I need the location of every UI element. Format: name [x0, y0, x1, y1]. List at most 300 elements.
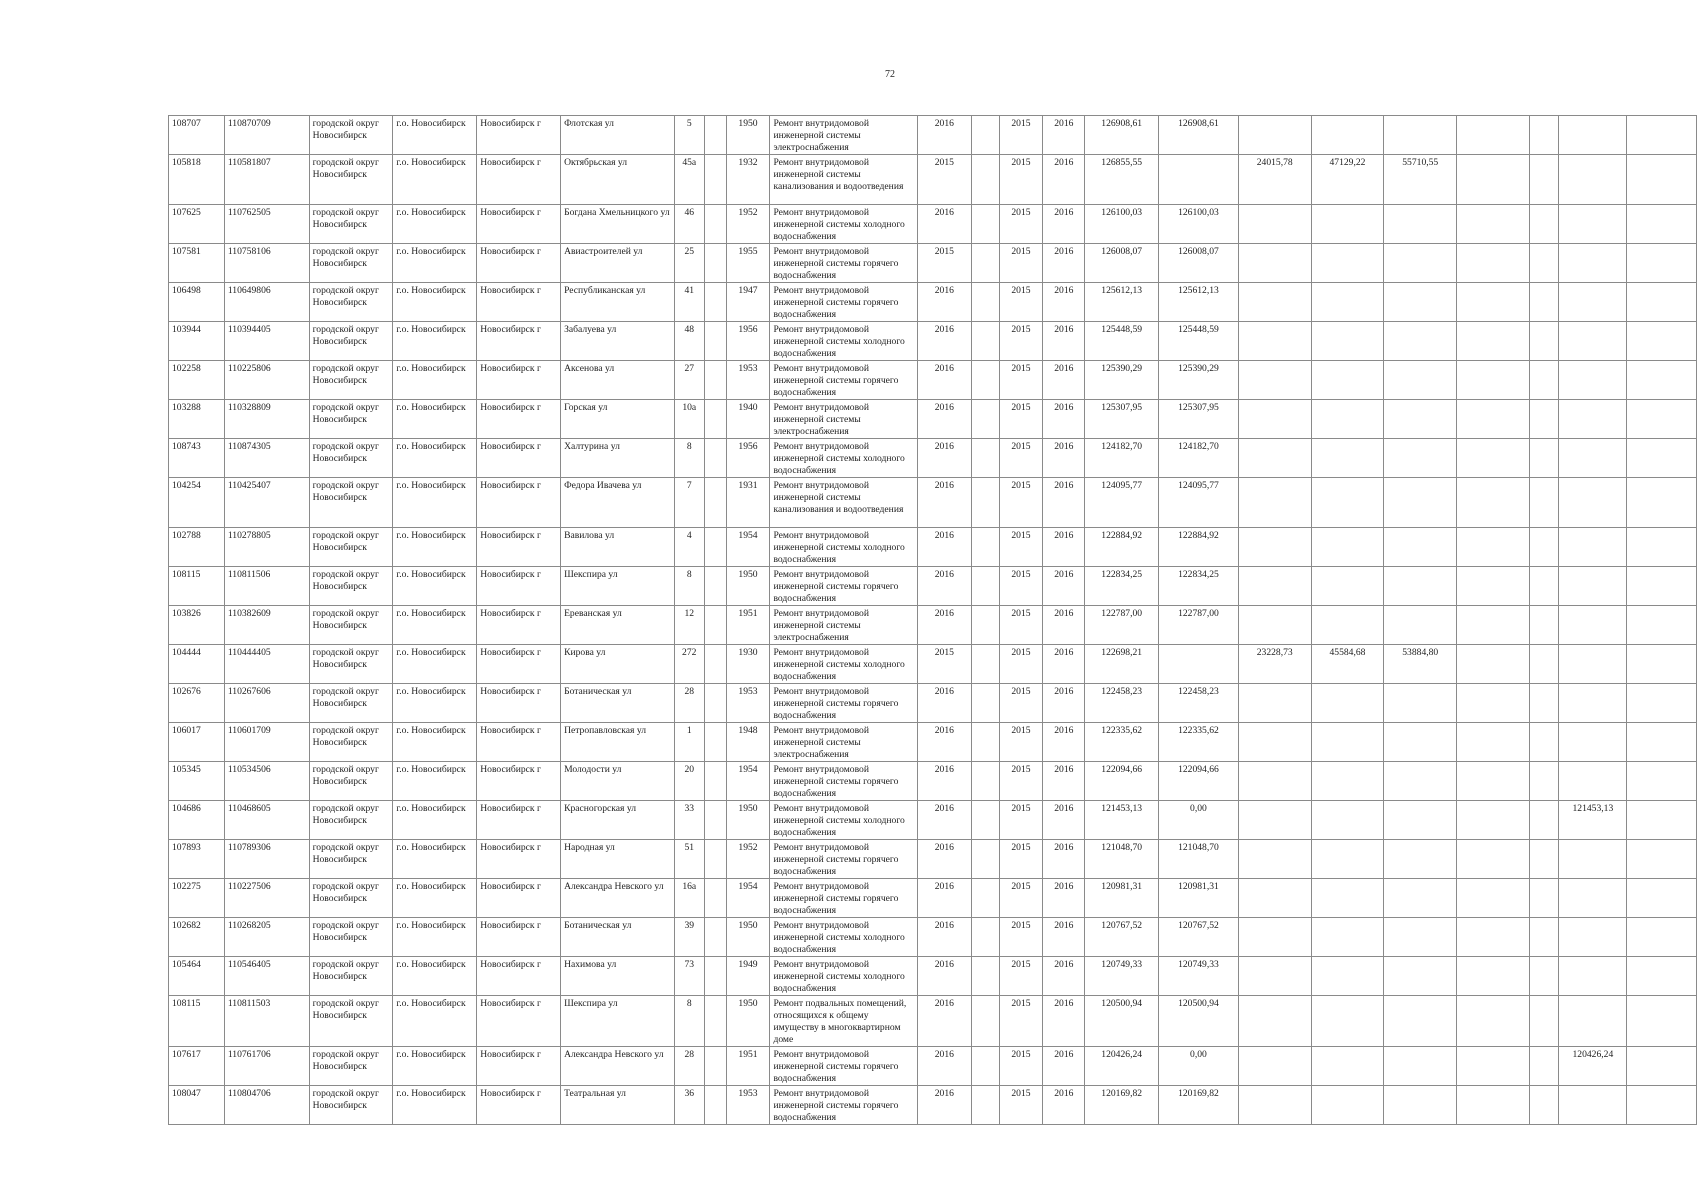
row-blank: [971, 762, 999, 801]
row-period-from: 2015: [999, 205, 1043, 244]
row-total-cost: 122094,66: [1085, 762, 1159, 801]
row-amount-a: [1238, 957, 1311, 996]
row-district: городской округ Новосибирск: [309, 762, 393, 801]
row-id: 103288: [169, 400, 225, 439]
row-amount-c: [1384, 1086, 1457, 1125]
row-period-to: 2016: [1043, 244, 1085, 283]
row-amount-d: [1457, 361, 1530, 400]
row-amount-e: [1559, 400, 1627, 439]
row-fund: 126100,03: [1159, 205, 1239, 244]
row-settlement: Новосибирск г: [477, 762, 561, 801]
row-period-to: 2016: [1043, 645, 1085, 684]
row-period-from: 2015: [999, 1086, 1043, 1125]
row-settlement: Новосибирск г: [477, 439, 561, 478]
row-amount-f: [1627, 645, 1697, 684]
row-house: 27: [674, 361, 704, 400]
row-work-year: 2016: [917, 723, 971, 762]
row-amount-f: [1627, 957, 1697, 996]
row-blank: [971, 840, 999, 879]
row-work-year: 2016: [917, 283, 971, 322]
row-amount-b: [1311, 957, 1384, 996]
row-district: городской округ Новосибирск: [309, 879, 393, 918]
row-amount-f: [1627, 439, 1697, 478]
row-district: городской округ Новосибирск: [309, 361, 393, 400]
row-blank: [971, 400, 999, 439]
row-amount-e: [1559, 918, 1627, 957]
row-period-to: 2016: [1043, 1086, 1085, 1125]
table-row: [169, 762, 1697, 801]
row-period-from: 2015: [999, 606, 1043, 645]
row-district: городской округ Новосибирск: [309, 244, 393, 283]
row-period-from: 2015: [999, 1047, 1043, 1086]
row-work-year: 2016: [917, 1047, 971, 1086]
row-work: Ремонт внутридомовой инженерной системы холодного водоснабжения: [770, 205, 918, 244]
row-house: 28: [674, 1047, 704, 1086]
row-amount-d: [1457, 116, 1530, 155]
table-row: [169, 684, 1697, 723]
row-period-to: 2016: [1043, 957, 1085, 996]
row-blank: [704, 918, 726, 957]
row-work-year: 2016: [917, 957, 971, 996]
row-settlement: Новосибирск г: [477, 723, 561, 762]
row-amount-f: [1627, 155, 1697, 205]
row-street: Народная ул: [561, 840, 675, 879]
row-street: Молодости ул: [561, 762, 675, 801]
row-period-to: 2016: [1043, 478, 1085, 528]
table-row: [169, 478, 1697, 528]
row-municipality: г.о. Новосибирск: [393, 361, 477, 400]
row-district: городской округ Новосибирск: [309, 606, 393, 645]
row-amount-b: [1311, 567, 1384, 606]
row-period-to: 2016: [1043, 205, 1085, 244]
row-blank: [704, 283, 726, 322]
row-amount-b: [1311, 762, 1384, 801]
row-amount-a: 23228,73: [1238, 645, 1311, 684]
row-period-from: 2015: [999, 528, 1043, 567]
row-id: 104254: [169, 478, 225, 528]
row-blank: [1529, 723, 1559, 762]
row-id: 106498: [169, 283, 225, 322]
row-house: 10а: [674, 400, 704, 439]
row-work-year: 2016: [917, 478, 971, 528]
row-amount-f: [1627, 400, 1697, 439]
row-blank: [1529, 801, 1559, 840]
row-district: городской округ Новосибирск: [309, 116, 393, 155]
row-fund: 120767,52: [1159, 918, 1239, 957]
row-period-to: 2016: [1043, 439, 1085, 478]
row-fund: 125612,13: [1159, 283, 1239, 322]
row-amount-c: [1384, 322, 1457, 361]
row-id: 105464: [169, 957, 225, 996]
row-settlement: Новосибирск г: [477, 1086, 561, 1125]
row-work-year: 2016: [917, 762, 971, 801]
row-district: городской округ Новосибирск: [309, 283, 393, 322]
row-amount-a: [1238, 723, 1311, 762]
table-row: [169, 283, 1697, 322]
row-settlement: Новосибирск г: [477, 996, 561, 1047]
row-blank: [1529, 155, 1559, 205]
row-work: Ремонт внутридомовой инженерной системы горячего водоснабжения: [770, 567, 918, 606]
row-blank: [1529, 1086, 1559, 1125]
row-settlement: Новосибирск г: [477, 283, 561, 322]
row-amount-b: 45584,68: [1311, 645, 1384, 684]
row-amount-b: [1311, 244, 1384, 283]
row-work-year: 2016: [917, 801, 971, 840]
row-period-from: 2015: [999, 918, 1043, 957]
row-blank: [704, 1086, 726, 1125]
row-amount-c: [1384, 762, 1457, 801]
row-blank: [1529, 645, 1559, 684]
row-settlement: Новосибирск г: [477, 645, 561, 684]
row-fund: 125307,95: [1159, 400, 1239, 439]
row-period-to: 2016: [1043, 155, 1085, 205]
row-amount-d: [1457, 840, 1530, 879]
row-amount-f: [1627, 723, 1697, 762]
row-amount-f: [1627, 322, 1697, 361]
row-work: Ремонт подвальных помещений, относящихся к общему имуществу в многоквартирном доме: [770, 996, 918, 1047]
row-year-built: 1954: [726, 762, 770, 801]
row-id: 108707: [169, 116, 225, 155]
row-id: 103826: [169, 606, 225, 645]
row-work-year: 2015: [917, 155, 971, 205]
row-amount-d: [1457, 879, 1530, 918]
row-blank: [971, 283, 999, 322]
row-amount-f: [1627, 1047, 1697, 1086]
row-period-to: 2016: [1043, 879, 1085, 918]
row-municipality: г.о. Новосибирск: [393, 116, 477, 155]
row-amount-d: [1457, 528, 1530, 567]
row-fund: 120981,31: [1159, 879, 1239, 918]
row-house: 8: [674, 996, 704, 1047]
row-settlement: Новосибирск г: [477, 116, 561, 155]
row-year-built: 1955: [726, 244, 770, 283]
row-blank: [971, 478, 999, 528]
table-row: [169, 1086, 1697, 1125]
row-blank: [971, 1047, 999, 1086]
row-amount-d: [1457, 957, 1530, 996]
row-district: городской округ Новосибирск: [309, 205, 393, 244]
row-amount-f: [1627, 567, 1697, 606]
row-street: Нахимова ул: [561, 957, 675, 996]
row-street: Горская ул: [561, 400, 675, 439]
row-amount-d: [1457, 283, 1530, 322]
table-row: [169, 322, 1697, 361]
table-row: [169, 801, 1697, 840]
row-amount-d: [1457, 155, 1530, 205]
row-amount-c: [1384, 528, 1457, 567]
row-settlement: Новосибирск г: [477, 322, 561, 361]
row-fund: 0,00: [1159, 801, 1239, 840]
row-period-from: 2015: [999, 478, 1043, 528]
row-id: 102676: [169, 684, 225, 723]
row-municipality: г.о. Новосибирск: [393, 840, 477, 879]
row-blank: [704, 439, 726, 478]
row-blank: [971, 322, 999, 361]
row-code: 110394405: [224, 322, 309, 361]
row-amount-a: [1238, 684, 1311, 723]
row-period-to: 2016: [1043, 684, 1085, 723]
row-year-built: 1950: [726, 116, 770, 155]
row-amount-e: [1559, 361, 1627, 400]
row-settlement: Новосибирск г: [477, 155, 561, 205]
row-work: Ремонт внутридомовой инженерной системы горячего водоснабжения: [770, 879, 918, 918]
row-id: 105818: [169, 155, 225, 205]
row-amount-a: [1238, 244, 1311, 283]
row-code: 110762505: [224, 205, 309, 244]
row-municipality: г.о. Новосибирск: [393, 439, 477, 478]
table-row: [169, 116, 1697, 155]
row-street: Красногорская ул: [561, 801, 675, 840]
row-period-to: 2016: [1043, 606, 1085, 645]
row-amount-a: [1238, 361, 1311, 400]
row-year-built: 1956: [726, 439, 770, 478]
row-amount-c: [1384, 996, 1457, 1047]
table-row: [169, 1047, 1697, 1086]
row-blank: [1529, 439, 1559, 478]
row-blank: [704, 645, 726, 684]
row-amount-f: [1627, 478, 1697, 528]
row-id: 106017: [169, 723, 225, 762]
row-amount-e: 120426,24: [1559, 1047, 1627, 1086]
row-work-year: 2016: [917, 840, 971, 879]
row-code: 110581807: [224, 155, 309, 205]
row-municipality: г.о. Новосибирск: [393, 645, 477, 684]
row-work: Ремонт внутридомовой инженерной системы горячего водоснабжения: [770, 840, 918, 879]
row-period-from: 2015: [999, 762, 1043, 801]
row-street: Республиканская ул: [561, 283, 675, 322]
row-street: Федора Ивачева ул: [561, 478, 675, 528]
row-blank: [971, 439, 999, 478]
table-row: [169, 723, 1697, 762]
row-house: 41: [674, 283, 704, 322]
row-amount-e: [1559, 439, 1627, 478]
row-district: городской округ Новосибирск: [309, 723, 393, 762]
row-total-cost: 121048,70: [1085, 840, 1159, 879]
row-district: городской округ Новосибирск: [309, 439, 393, 478]
row-period-from: 2015: [999, 361, 1043, 400]
row-blank: [1529, 957, 1559, 996]
row-district: городской округ Новосибирск: [309, 567, 393, 606]
row-period-from: 2015: [999, 723, 1043, 762]
row-period-from: 2015: [999, 801, 1043, 840]
row-amount-a: 24015,78: [1238, 155, 1311, 205]
row-amount-c: [1384, 606, 1457, 645]
row-period-from: 2015: [999, 116, 1043, 155]
row-total-cost: 124095,77: [1085, 478, 1159, 528]
row-house: 12: [674, 606, 704, 645]
row-amount-f: [1627, 879, 1697, 918]
row-street: Авиастроителей ул: [561, 244, 675, 283]
row-blank: [1529, 205, 1559, 244]
row-street: Александра Невского ул: [561, 1047, 675, 1086]
row-id: 107581: [169, 244, 225, 283]
row-code: 110267606: [224, 684, 309, 723]
row-street: Шекспира ул: [561, 996, 675, 1047]
row-blank: [1529, 478, 1559, 528]
row-district: городской округ Новосибирск: [309, 645, 393, 684]
row-blank: [971, 918, 999, 957]
row-blank: [704, 205, 726, 244]
row-blank: [971, 244, 999, 283]
row-amount-f: [1627, 684, 1697, 723]
row-amount-c: [1384, 361, 1457, 400]
row-house: 51: [674, 840, 704, 879]
table-row: [169, 567, 1697, 606]
row-code: 110382609: [224, 606, 309, 645]
row-code: 110268205: [224, 918, 309, 957]
row-work: Ремонт внутридомовой инженерной системы горячего водоснабжения: [770, 1047, 918, 1086]
row-amount-b: [1311, 322, 1384, 361]
row-year-built: 1950: [726, 918, 770, 957]
row-fund: 120749,33: [1159, 957, 1239, 996]
row-code: 110225806: [224, 361, 309, 400]
row-id: 102682: [169, 918, 225, 957]
row-id: 108743: [169, 439, 225, 478]
table-row: [169, 439, 1697, 478]
row-fund: 121048,70: [1159, 840, 1239, 879]
row-amount-a: [1238, 439, 1311, 478]
row-code: 110649806: [224, 283, 309, 322]
row-year-built: 1950: [726, 801, 770, 840]
row-amount-a: [1238, 116, 1311, 155]
row-blank: [1529, 762, 1559, 801]
row-year-built: 1950: [726, 996, 770, 1047]
row-amount-e: [1559, 606, 1627, 645]
row-amount-d: [1457, 645, 1530, 684]
row-amount-f: [1627, 528, 1697, 567]
table-row: [169, 400, 1697, 439]
row-id: 105345: [169, 762, 225, 801]
row-municipality: г.о. Новосибирск: [393, 723, 477, 762]
row-amount-d: [1457, 1047, 1530, 1086]
row-amount-a: [1238, 918, 1311, 957]
row-fund: 122094,66: [1159, 762, 1239, 801]
row-blank: [1529, 322, 1559, 361]
row-fund: 122787,00: [1159, 606, 1239, 645]
row-total-cost: 122787,00: [1085, 606, 1159, 645]
row-amount-d: [1457, 439, 1530, 478]
row-street: Ботаническая ул: [561, 918, 675, 957]
row-district: городской округ Новосибирск: [309, 1086, 393, 1125]
row-period-from: 2015: [999, 840, 1043, 879]
row-house: 1: [674, 723, 704, 762]
row-blank: [704, 801, 726, 840]
row-work: Ремонт внутридомовой инженерной системы холодного водоснабжения: [770, 957, 918, 996]
register-table: [168, 115, 1697, 1125]
row-municipality: г.о. Новосибирск: [393, 918, 477, 957]
row-blank: [971, 801, 999, 840]
row-period-from: 2015: [999, 439, 1043, 478]
row-house: 20: [674, 762, 704, 801]
row-fund: 0,00: [1159, 1047, 1239, 1086]
row-year-built: 1930: [726, 645, 770, 684]
row-amount-d: [1457, 996, 1530, 1047]
row-fund: 120500,94: [1159, 996, 1239, 1047]
row-amount-b: [1311, 1047, 1384, 1086]
table-row: [169, 244, 1697, 283]
row-amount-c: [1384, 957, 1457, 996]
row-street: Театральная ул: [561, 1086, 675, 1125]
table-row: [169, 205, 1697, 244]
row-street: Александра Невского ул: [561, 879, 675, 918]
row-total-cost: 122458,23: [1085, 684, 1159, 723]
row-district: городской округ Новосибирск: [309, 684, 393, 723]
row-municipality: г.о. Новосибирск: [393, 244, 477, 283]
row-fund: 124095,77: [1159, 478, 1239, 528]
row-work-year: 2016: [917, 116, 971, 155]
row-total-cost: 120426,24: [1085, 1047, 1159, 1086]
row-id: 102788: [169, 528, 225, 567]
row-fund: 125390,29: [1159, 361, 1239, 400]
row-district: городской округ Новосибирск: [309, 155, 393, 205]
row-id: 103944: [169, 322, 225, 361]
row-work-year: 2016: [917, 400, 971, 439]
row-work-year: 2016: [917, 996, 971, 1047]
row-blank: [1529, 400, 1559, 439]
row-blank: [1529, 918, 1559, 957]
row-amount-e: [1559, 879, 1627, 918]
row-amount-e: [1559, 528, 1627, 567]
row-amount-d: [1457, 918, 1530, 957]
row-year-built: 1940: [726, 400, 770, 439]
row-amount-a: [1238, 478, 1311, 528]
row-period-to: 2016: [1043, 801, 1085, 840]
row-amount-b: [1311, 723, 1384, 762]
row-amount-b: [1311, 205, 1384, 244]
row-street: Флотская ул: [561, 116, 675, 155]
row-amount-d: [1457, 801, 1530, 840]
row-amount-a: [1238, 283, 1311, 322]
row-total-cost: 120500,94: [1085, 996, 1159, 1047]
row-amount-e: [1559, 840, 1627, 879]
row-amount-b: [1311, 996, 1384, 1047]
row-amount-f: [1627, 996, 1697, 1047]
row-amount-e: [1559, 116, 1627, 155]
row-blank: [704, 155, 726, 205]
row-amount-e: [1559, 762, 1627, 801]
row-amount-e: [1559, 957, 1627, 996]
row-district: городской округ Новосибирск: [309, 478, 393, 528]
row-amount-c: [1384, 723, 1457, 762]
row-municipality: г.о. Новосибирск: [393, 684, 477, 723]
row-house: 28: [674, 684, 704, 723]
row-amount-c: [1384, 879, 1457, 918]
row-amount-e: [1559, 155, 1627, 205]
row-work: Ремонт внутридомовой инженерной системы холодного водоснабжения: [770, 801, 918, 840]
row-amount-c: [1384, 478, 1457, 528]
row-code: 110601709: [224, 723, 309, 762]
row-municipality: г.о. Новосибирск: [393, 283, 477, 322]
row-amount-a: [1238, 996, 1311, 1047]
row-total-cost: 126100,03: [1085, 205, 1159, 244]
row-id: 102258: [169, 361, 225, 400]
row-amount-c: [1384, 684, 1457, 723]
row-house: 4: [674, 528, 704, 567]
row-fund: 122884,92: [1159, 528, 1239, 567]
row-amount-f: [1627, 1086, 1697, 1125]
row-municipality: г.о. Новосибирск: [393, 528, 477, 567]
row-amount-f: [1627, 205, 1697, 244]
row-settlement: Новосибирск г: [477, 879, 561, 918]
row-work-year: 2016: [917, 205, 971, 244]
row-amount-d: [1457, 400, 1530, 439]
row-municipality: г.о. Новосибирск: [393, 322, 477, 361]
row-fund: 122335,62: [1159, 723, 1239, 762]
row-work-year: 2016: [917, 439, 971, 478]
row-work-year: 2016: [917, 684, 971, 723]
row-id: 107617: [169, 1047, 225, 1086]
row-work-year: 2016: [917, 322, 971, 361]
